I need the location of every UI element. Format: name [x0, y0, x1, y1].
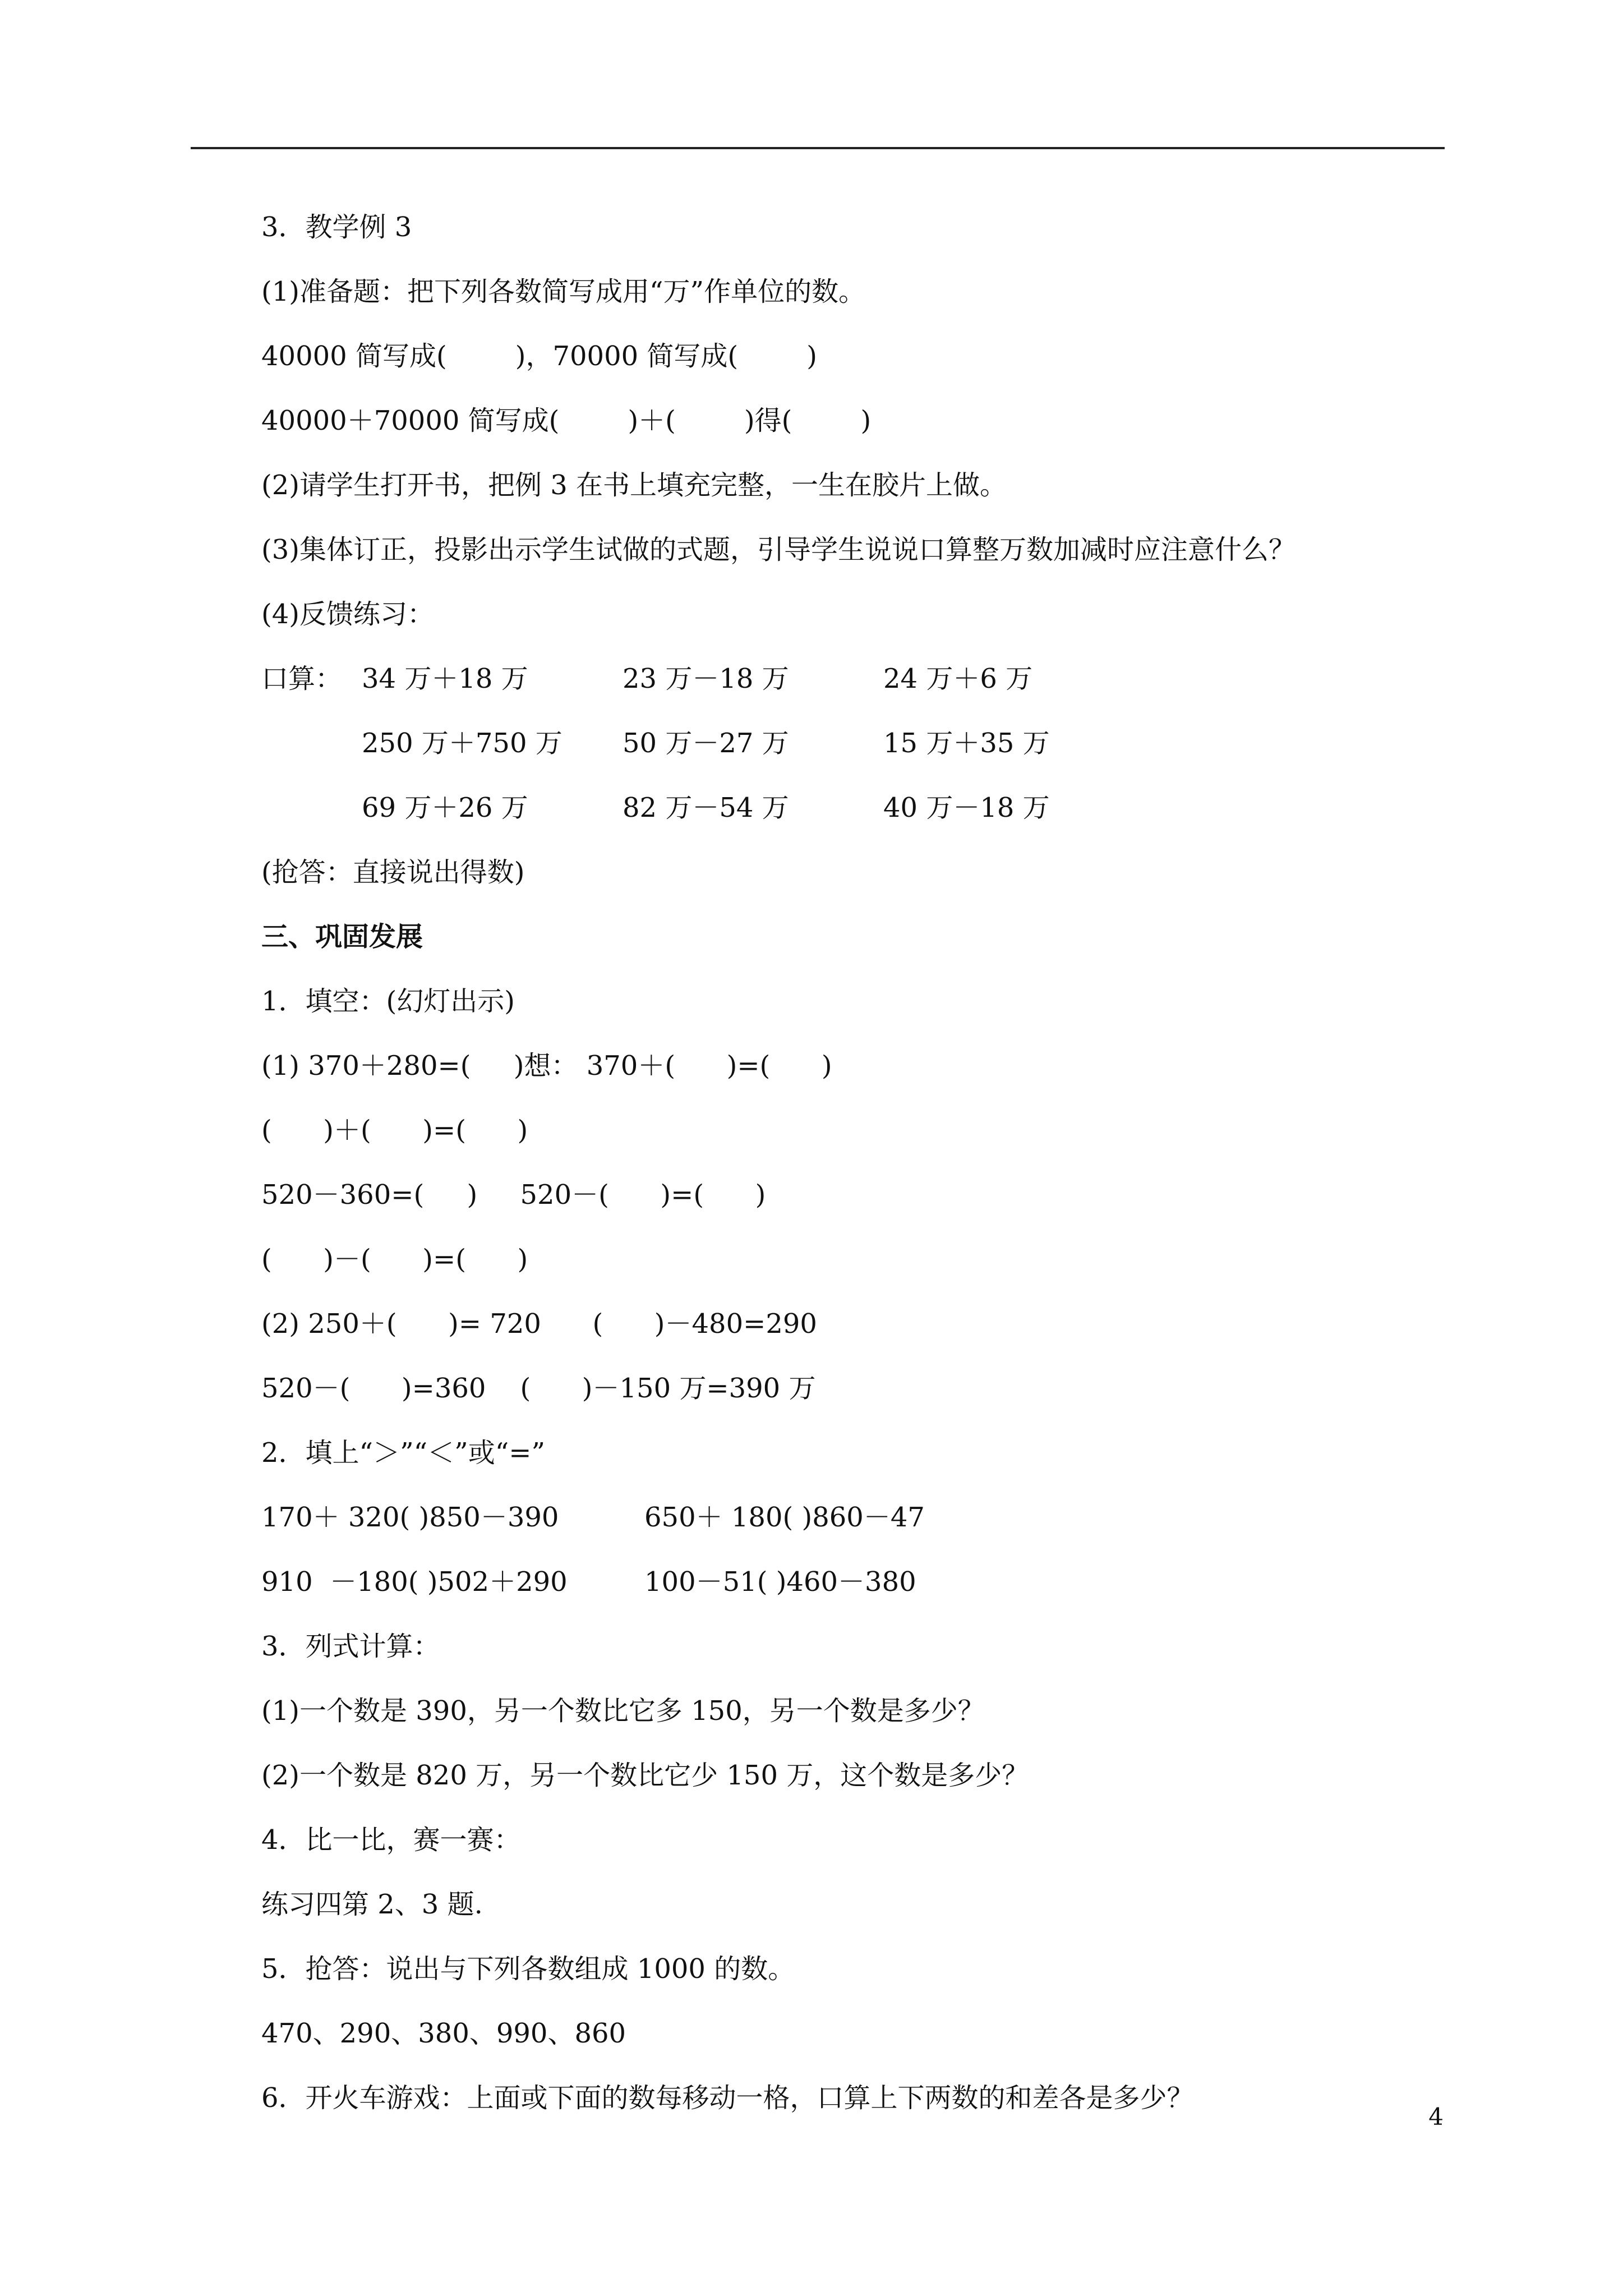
example-3-heading: 3．教学例 3 [261, 211, 412, 243]
section-heading: 三、巩固发展 [261, 921, 423, 953]
exercise-line: (1)一个数是 390，另一个数比它多 150，另一个数是多少？ [261, 1695, 985, 1727]
exercise-line: ( )＋( )=( ) [261, 1115, 528, 1146]
exercise-4-heading: 4．比一比，赛一赛： [261, 1824, 521, 1856]
exercise-3-heading: 3．列式计算： [261, 1631, 440, 1662]
oral-calc-item: 82 万－54 万 [623, 792, 789, 823]
exercise-line: 520－360=( ) 520－( )=( ) [261, 1179, 766, 1211]
oral-calc-item: 40 万－18 万 [883, 792, 1050, 823]
step-4-text: (4)反馈练习： [261, 599, 434, 630]
exercise-line: 910 －180( )502＋290 100－51( )460－380 [261, 1566, 916, 1598]
exercise-6-heading: 6．开火车游戏：上面或下面的数每移动一格，口算上下两数的和差各是多少？ [261, 2082, 1194, 2114]
exercise-1-heading: 1．填空：(幻灯出示) [261, 986, 515, 1017]
step-3-text: (3)集体订正，投影出示学生试做的式题，引导学生说说口算整万数加减时应注意什么？ [261, 534, 1295, 565]
exercise-2-heading: 2．填上“＞”“＜”或“=” [261, 1437, 545, 1469]
oral-calc-item: 69 万＋26 万 [362, 792, 528, 823]
exercise-line: (2)一个数是 820 万，另一个数比它少 150 万，这个数是多少？ [261, 1760, 1029, 1791]
exercise-line: 170＋ 320( )850－390 650＋ 180( )860－47 [261, 1502, 925, 1533]
oral-calc-item: 50 万－27 万 [623, 728, 789, 759]
page-number: 4 [1428, 2103, 1444, 2131]
quick-answer-note: (抢答：直接说出得数) [261, 857, 525, 888]
exercise-5-heading: 5．抢答：说出与下列各数组成 1000 的数。 [261, 1953, 795, 1985]
oral-calc-item: 34 万＋18 万 [362, 663, 528, 694]
prep-question: (1)准备题：把下列各数简写成用“万”作单位的数。 [261, 276, 866, 307]
step-2-text: (2)请学生打开书，把例 3 在书上填充完整，一生在胶片上做。 [261, 470, 1007, 501]
oral-calc-item: 24 万＋6 万 [883, 663, 1033, 694]
exercise-line: 520－( )=360 ( )－150 万=390 万 [261, 1373, 816, 1404]
oral-calc-item: 250 万＋750 万 [362, 728, 562, 759]
oral-calc-label: 口算： [261, 663, 343, 694]
exercise-line: (1) 370＋280=( )想： 370＋( )=( ) [261, 1050, 832, 1082]
prep-fill-line-1: 40000 简写成( )，70000 简写成( ) [261, 341, 817, 372]
exercise-line: ( )－( )=( ) [261, 1244, 528, 1275]
oral-calc-item: 15 万＋35 万 [883, 728, 1050, 759]
exercise-line: 练习四第 2、3 题. [261, 1889, 483, 1920]
prep-fill-line-2: 40000＋70000 简写成( )＋( )得( ) [261, 405, 872, 436]
header-rule [191, 147, 1445, 149]
exercise-line: 470、290、380、990、860 [261, 2018, 626, 2049]
oral-calc-item: 23 万－18 万 [623, 663, 789, 694]
exercise-line: (2) 250＋( )= 720 ( )－480=290 [261, 1308, 817, 1340]
